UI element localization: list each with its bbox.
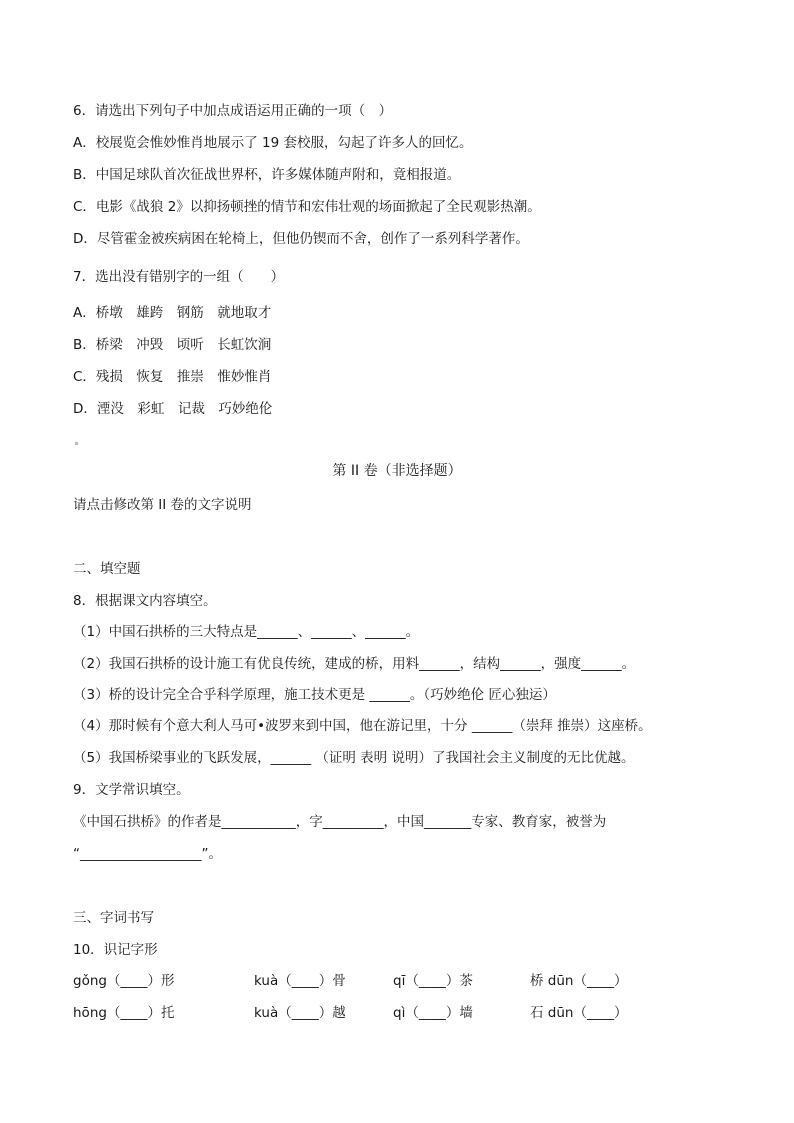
q9-stem: 9．文学常识填空。 — [73, 782, 190, 798]
q7-option-d: D．湮没 彩虹 记裁 巧妙绝伦 — [73, 401, 273, 417]
section-3-heading: 三、字词书写 — [73, 910, 154, 926]
q7-option-a: A．桥墩 雄跨 钢筋 就地取才 — [73, 305, 272, 321]
q10-row2-item-4: 石 dūn（____） — [530, 1005, 628, 1021]
q8-item-5: （5）我国桥梁事业的飞跃发展，______ （证明 表明 说明）了我国社会主义制度的无比优越。 — [73, 750, 635, 766]
q8-item-1: （1）中国石拱桥的三大特点是______、______、______。 — [73, 624, 420, 640]
q6-option-d: D．尽管霍金被疾病困在轮椅上，但他仍锲而不舍，创作了一系列科学著作。 — [73, 231, 529, 247]
q10-row2-item-2: kuà（____）越 — [254, 1005, 346, 1021]
q10-stem: 10．识记字形 — [73, 942, 158, 958]
q9-line-2: “__________________”。 — [73, 846, 222, 862]
q8-item-4: （4）那时候有个意大利人马可•波罗来到中国，他在游记里，十分 ______（崇拜 推崇）这座桥。 — [73, 718, 652, 734]
q10-row1-item-3: qī（____）茶 — [393, 973, 473, 989]
q7-option-c: C．残损 恢复 推崇 惟妙惟肖 — [73, 369, 272, 385]
q9-line-1: 《中国石拱桥》的作者是___________，字_________，中国_______专家、教育家，被誉为 — [73, 814, 607, 830]
q8-item-2: （2）我国石拱桥的设计施工有优良传统，建成的桥，用料______，结构______，强度______。 — [73, 656, 636, 672]
q7-stem: 7．选出没有错别字的一组（ ） — [73, 269, 285, 285]
q8-stem: 8．根据课文内容填空。 — [73, 593, 217, 609]
section-2-heading: 二、填空题 — [73, 561, 141, 577]
part-2-note: 请点击修改第 II 卷的文字说明 — [73, 497, 252, 513]
q10-row1-item-4: 桥 dūn（____） — [530, 973, 628, 989]
q7-option-b: B．桥梁 冲毁 顷听 长虹饮涧 — [73, 337, 272, 353]
q6-stem: 6．请选出下列句子中加点成语运用正确的一项（ ） — [73, 103, 393, 119]
q6-option-b: B．中国足球队首次征战世界杯，许多媒体随声附和，竟相报道。 — [73, 167, 461, 183]
q6-option-a: A．校展览会惟妙惟肖地展示了 19 套校服，勾起了许多人的回忆。 — [73, 135, 473, 151]
decorative-dot — [75, 442, 78, 445]
q8-item-3: （3）桥的设计完全合乎科学原理，施工技术更是 ______。（巧妙绝伦 匠心独运） — [73, 687, 556, 703]
q10-row2-item-1: hōng（____）托 — [73, 1005, 175, 1021]
part-2-title: 第 II 卷（非选择题） — [332, 463, 462, 479]
q10-row1-item-2: kuà（____）骨 — [254, 973, 346, 989]
q10-row1-item-1: gǒng（____）形 — [73, 973, 175, 989]
q6-option-c: C．电影《战狼 2》以抑扬顿挫的情节和宏伟壮观的场面掀起了全民观影热潮。 — [73, 199, 541, 215]
q10-row2-item-3: qì（____）墙 — [393, 1005, 473, 1021]
